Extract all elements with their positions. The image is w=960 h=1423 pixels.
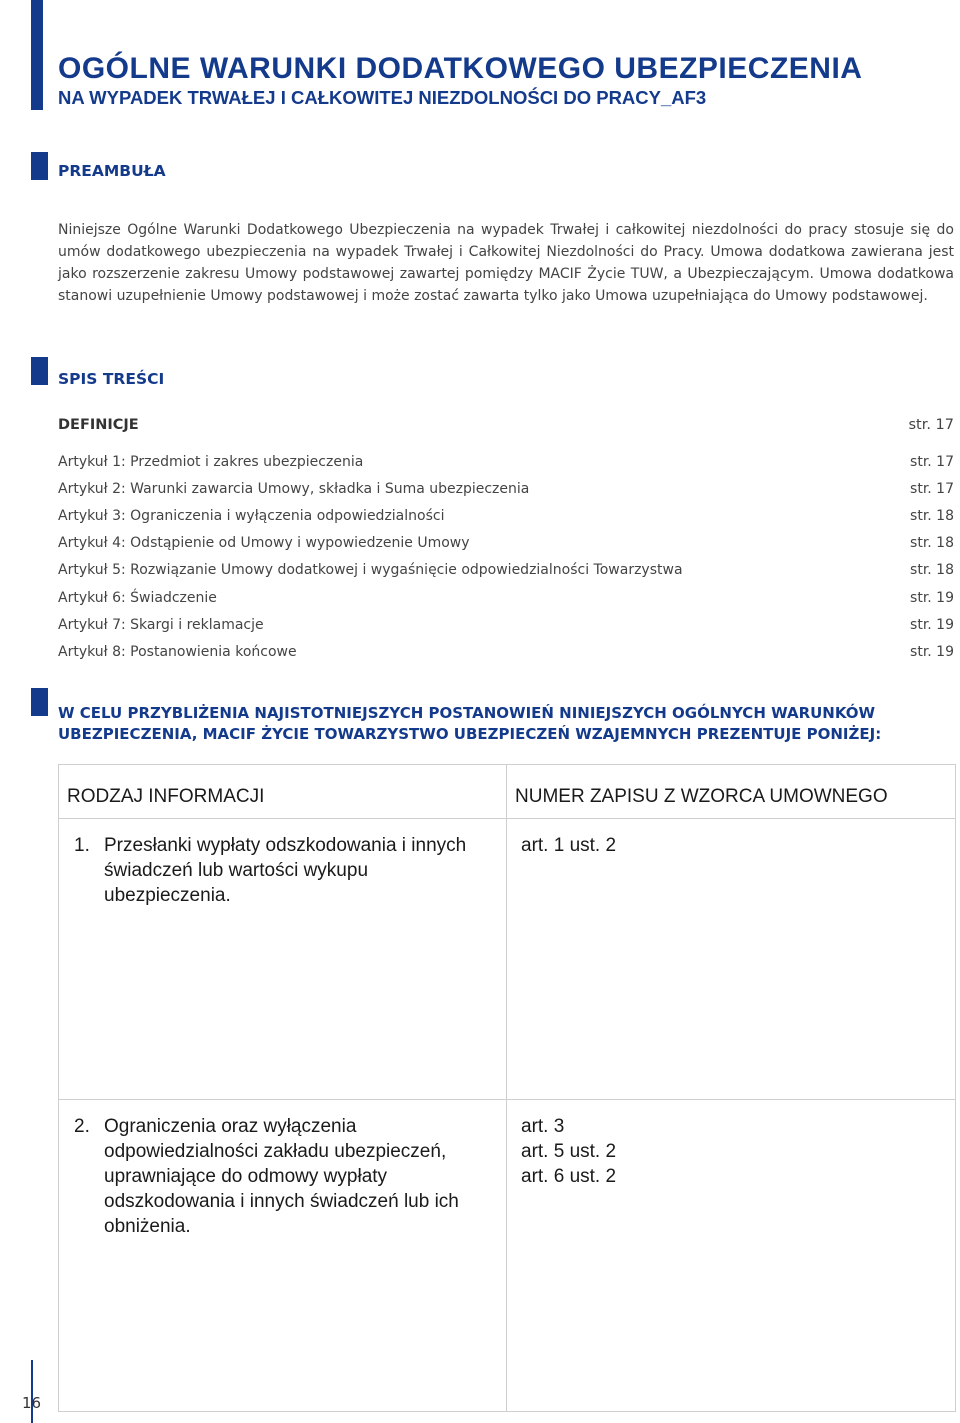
toc-item-article-3[interactable] <box>58 505 954 527</box>
toc-item-label: DEFINICJE <box>58 417 139 433</box>
toc-item-label: Artykuł 1: Przedmiot i zakres ubezpieczenia <box>58 454 364 470</box>
toc-item-label: Artykuł 7: Skargi i reklamacje <box>58 617 264 633</box>
toc-item-definicje[interactable] <box>58 414 954 436</box>
summary-marker <box>31 688 48 716</box>
document-title: OGÓLNE WARUNKI DODATKOWEGO UBEZPIECZENIA <box>58 52 863 85</box>
toc-item-article-1[interactable] <box>58 451 954 473</box>
preamble-text: Niniejsze Ogólne Warunki Dodatkowego Ubezpieczenia na wypadek Trwałej i całkowitej niezdolności do pracy stosuje się do umów dodatkowego ubezpieczenia na wypadek Trwałej i Całkowitej Niezdolności do Pracy. Umowa dodatkowa zawierana jest jako rozszerzenie zakresu Umowy podstawowej zawartej pomiędzy MACIF Życie TUW, a Ubezpieczającym. Umowa dodatkowa stanowi uzupełnienie Umowy podstawowej i może zostać zawarta tylko jako Umowa uzupełniająca do Umowy podstawowej. <box>58 222 954 304</box>
article-reference: art. 3 <box>521 1116 565 1137</box>
info-text: Przesłanki wypłaty odszkodowania i innych świadczeń lub wartości wykupu ubezpieczenia. <box>104 835 467 906</box>
toc-item-label: Artykuł 8: Postanowienia końcowe <box>58 644 297 660</box>
toc-item-page: str. 17 <box>910 454 954 470</box>
table-row <box>59 1100 956 1412</box>
info-cell <box>59 1100 507 1412</box>
toc-item-page: str. 17 <box>910 481 954 497</box>
toc-item-label: Artykuł 5: Rozwiązanie Umowy dodatkowej i wygaśnięcie odpowiedzialności Towarzystwa <box>58 562 683 578</box>
toc-item-page: str. 17 <box>908 417 954 433</box>
reference-cell <box>507 1100 956 1412</box>
toc-item-label: Artykuł 4: Odstąpienie od Umowy i wypowiedzenie Umowy <box>58 535 470 551</box>
reference-cell <box>507 819 956 1100</box>
column-header: RODZAJ INFORMACJI <box>59 765 507 819</box>
toc-item-page: str. 19 <box>910 644 954 660</box>
article-reference: art. 5 ust. 2 <box>521 1141 617 1162</box>
article-reference: art. 6 ust. 2 <box>521 1166 617 1187</box>
title-accent-bar <box>31 0 43 110</box>
info-text: Ograniczenia oraz wyłączenia odpowiedzialności zakładu ubezpieczeń, uprawniające do odmowy wypłaty odszkodowania i innych świadczeń lub ich obniżenia. <box>104 1116 459 1237</box>
toc-item-page: str. 18 <box>910 508 954 524</box>
footer-accent-bar <box>31 1360 33 1423</box>
toc-item-page: str. 19 <box>910 590 954 606</box>
table-row <box>59 819 956 1100</box>
preamble-heading: PREAMBUŁA <box>58 162 166 180</box>
toc-item-label: Artykuł 3: Ograniczenia i wyłączenia odpowiedzialności <box>58 508 445 524</box>
toc-item-label: Artykuł 2: Warunki zawarcia Umowy, składka i Suma ubezpieczenia <box>58 481 530 497</box>
toc-item-page: str. 19 <box>910 617 954 633</box>
row-number: 1. <box>74 835 90 856</box>
preamble-marker <box>31 152 48 180</box>
toc-item-article-2[interactable] <box>58 478 954 500</box>
column-header: NUMER ZAPISU Z WZORCA UMOWNEGO <box>507 765 956 819</box>
toc-item-article-8[interactable] <box>58 641 954 663</box>
document-subtitle: NA WYPADEK TRWAŁEJ I CAŁKOWITEJ NIEZDOLNOŚCI DO PRACY_AF3 <box>58 87 707 108</box>
toc-item-label: Artykuł 6: Świadczenie <box>58 590 217 606</box>
toc-item-article-6[interactable] <box>58 587 954 609</box>
summary-heading: W CELU PRZYBLIŻENIA NAJISTOTNIEJSZYCH POSTANOWIEŃ NINIEJSZYCH OGÓLNYCH WARUNKÓW UBEZPIECZENIA, MACIF ŻYCIE TOWARZYSTWO UBEZPIECZEŃ WZAJEMNYCH PREZENTUJE PONIŻEJ: <box>58 704 882 743</box>
toc-item-article-5[interactable] <box>58 559 954 581</box>
page-number: 16 <box>22 1394 42 1412</box>
table-header-row <box>59 765 956 819</box>
information-table <box>58 764 956 1412</box>
document-header <box>58 52 862 110</box>
toc-item-page: str. 18 <box>910 562 954 578</box>
toc-item-article-4[interactable] <box>58 532 954 554</box>
toc-item-article-7[interactable] <box>58 614 954 636</box>
info-cell <box>59 819 507 1100</box>
toc-marker <box>31 357 48 385</box>
article-reference: art. 1 ust. 2 <box>521 835 617 856</box>
row-number: 2. <box>74 1116 90 1137</box>
toc-item-page: str. 18 <box>910 535 954 551</box>
toc-heading: SPIS TREŚCI <box>58 370 165 388</box>
